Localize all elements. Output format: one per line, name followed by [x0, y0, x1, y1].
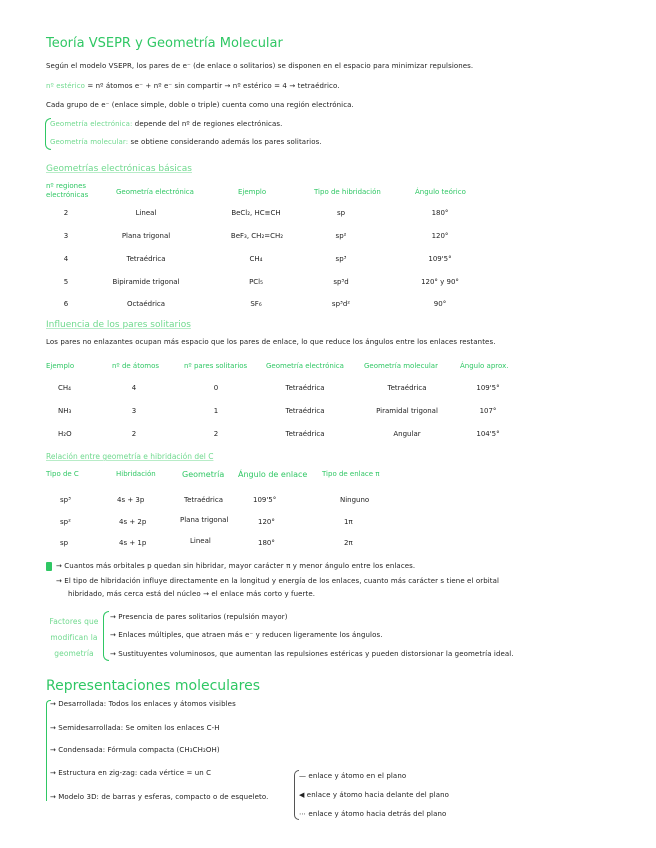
t2-cell: 104'5°: [476, 430, 500, 438]
factors-label-2: modifican la: [50, 633, 98, 642]
t1-cell: sp³d²: [331, 300, 351, 308]
t1-cell: Octaédrica: [126, 300, 166, 308]
t1-cell: PCl₅: [249, 278, 263, 286]
t2-cell: 107°: [479, 407, 497, 415]
steric-label: nº estérico: [46, 82, 86, 90]
t2-cell: Piramidal trigonal: [376, 407, 438, 415]
note-highlight-bar: [46, 562, 52, 571]
factors-label: [44, 614, 104, 662]
legend-toward-viewer: ◀ enlace y átomo hacia delante del plano: [299, 791, 450, 799]
t1-cell: sp: [336, 209, 346, 217]
t1-cell: 109'5°: [428, 255, 452, 263]
t3-cell: Tetraédrica: [184, 496, 224, 504]
rep-zigzag: → Estructura en zig-zag: cada vértice = un C: [50, 769, 212, 777]
rep-semi-developed: → Semidesarrollada: Se omiten los enlaces C-H: [50, 724, 220, 732]
note-1: → Cuantos más orbitales p quedan sin hibridar, mayor carácter π y menor ángulo entre los enlaces.: [56, 562, 416, 570]
t1-cell: sp³: [335, 255, 347, 263]
t3-cell: 2π: [344, 539, 353, 547]
t2-header-mol-geometry: Geometría molecular: [364, 362, 438, 370]
t3-header-pi: Tipo de enlace π: [322, 470, 380, 478]
section-lone-pairs: Influencia de los pares solitarios: [46, 320, 191, 330]
t1-cell: SF₆: [250, 300, 262, 308]
t3-cell: sp²: [60, 518, 71, 526]
t2-cell: Tetraédrica: [387, 384, 427, 392]
t1-cell: Lineal: [135, 209, 157, 217]
t3-cell: 1π: [344, 518, 353, 526]
section-representations: Representaciones moleculares: [46, 678, 260, 694]
steric-line: [46, 82, 340, 90]
region-text: Cada grupo de e⁻ (enlace simple, doble o triple) cuenta como una región electrónica.: [46, 101, 354, 109]
lone-pairs-text: Los pares no enlazantes ocupan más espacio que los pares de enlace, lo que reduce los ángulos entre los enlaces restantes.: [46, 338, 496, 346]
t1-cell: CH₄: [249, 255, 263, 263]
factor-3: → Sustituyentes voluminosos, que aumentan las repulsiones estéricas y pueden distorsionar la geometría ideal.: [110, 650, 514, 658]
t1-cell: BeCl₂, HC≡CH: [231, 209, 281, 217]
t3-header-carbon-type: Tipo de C: [46, 470, 79, 478]
factor-2: → Enlaces múltiples, que atraen más e⁻ y reducen ligeramente los ángulos.: [110, 631, 383, 639]
t3-cell: sp: [60, 539, 69, 547]
t1-cell: 180°: [431, 209, 449, 217]
t2-cell: Angular: [393, 430, 421, 438]
rep-developed: → Desarrollada: Todos los enlaces y átomos visibles: [50, 700, 236, 708]
t3-cell: 4s + 3p: [117, 496, 145, 504]
t1-cell: Tetraédrica: [126, 255, 166, 263]
t2-cell: 4: [131, 384, 137, 392]
t1-cell: 120° y 90°: [421, 278, 459, 286]
t3-cell: 180°: [258, 539, 275, 547]
t2-header-elec-geometry: Geometría electrónica: [266, 362, 344, 370]
t2-cell: H₂O: [58, 430, 72, 438]
t2-cell: Tetraédrica: [285, 430, 325, 438]
t2-header-atoms: nº de átomos: [112, 362, 160, 370]
t1-header-example: Ejemplo: [238, 188, 267, 196]
t3-cell: sp³: [60, 496, 71, 504]
note-2b: hibridado, más cerca está del núcleo → el enlace más corto y fuerte.: [68, 590, 316, 598]
intro-text: Según el modelo VSEPR, los pares de e⁻ (de enlace o solitarios) se disponen en el espacio para minimizar repulsiones.: [46, 62, 474, 70]
t1-cell: 3: [63, 232, 69, 240]
t2-cell: 2: [131, 430, 137, 438]
geom-elec-text: depende del nº de regiones electrónicas.: [134, 120, 283, 128]
t2-header-angle: Ángulo aprox.: [460, 362, 509, 370]
t3-header-angle: Ángulo de enlace: [238, 470, 308, 479]
t3-cell: Plana trigonal: [180, 516, 229, 524]
t1-cell: 2: [63, 209, 69, 217]
t3-cell: Lineal: [190, 537, 211, 545]
t1-header-angle: Ángulo teórico: [415, 188, 466, 196]
t2-cell: 3: [131, 407, 137, 415]
rep-3d-model: → Modelo 3D: de barras y esferas, compacto o de esqueleto.: [50, 793, 269, 801]
t3-header-geometry: Geometría: [182, 470, 225, 479]
t3-cell: 120°: [258, 518, 275, 526]
t1-cell: 120°: [431, 232, 449, 240]
geom-elec-label: Geometría electrónica:: [50, 120, 133, 128]
t2-cell: 109'5°: [476, 384, 500, 392]
t1-cell: 6: [63, 300, 69, 308]
t1-header-hybridization: Tipo de hibridación: [314, 188, 381, 196]
t2-cell: CH₄: [58, 384, 71, 392]
geom-mol-line: [50, 138, 322, 146]
legend-behind-plane: ⋯ enlace y átomo hacia detrás del plano: [299, 810, 447, 818]
t1-cell: 5: [63, 278, 69, 286]
page-title: Teoría VSEPR y Geometría Molecular: [46, 36, 283, 51]
t1-cell: sp²: [335, 232, 347, 240]
t1-cell: 4: [63, 255, 69, 263]
t2-cell: 0: [213, 384, 219, 392]
t1-header-geometry: Geometría electrónica: [116, 188, 194, 196]
geom-elec-line: [50, 120, 282, 128]
t3-header-hybridization: Hibridación: [116, 470, 156, 478]
t3-cell: 4s + 1p: [119, 539, 147, 547]
t3-cell: Ninguno: [340, 496, 370, 504]
t1-cell: sp³d: [333, 278, 349, 286]
t2-cell: 1: [213, 407, 219, 415]
t1-cell: 90°: [433, 300, 447, 308]
t1-cell: Bipiramide trigonal: [112, 278, 180, 286]
t2-cell: Tetraédrica: [285, 407, 325, 415]
legend-in-plane: — enlace y átomo en el plano: [299, 772, 407, 780]
geom-mol-text: se obtiene considerando además los pares solitarios.: [130, 138, 322, 146]
t2-header-lone-pairs: nº pares solitarios: [184, 362, 248, 370]
factors-label-3: geometría: [54, 649, 94, 658]
factors-label-1: Factores que: [49, 617, 99, 626]
t2-cell: NH₃: [58, 407, 72, 415]
t2-header-example: Ejemplo: [46, 362, 75, 370]
note-2a: → El tipo de hibridación influye directamente en la longitud y energía de los enlaces, cuanto más carácter s tiene el orbital: [56, 577, 500, 585]
t2-cell: Tetraédrica: [285, 384, 325, 392]
factor-1: → Presencia de pares solitarios (repulsión mayor): [110, 613, 288, 621]
section-hybridization: Relación entre geometría e hibridación del C: [46, 452, 214, 461]
t1-cell: Plana trigonal: [121, 232, 171, 240]
t1-header-regions: nº regiones electrónicas: [46, 182, 89, 199]
t1-cell: BeF₃, CH₂=CH₂: [230, 232, 284, 240]
t2-cell: 2: [213, 430, 219, 438]
geom-mol-label: Geometría molecular:: [50, 138, 129, 146]
section-electronic-geometries: Geometrías electrónicas básicas: [46, 164, 192, 174]
factors-brace: [103, 611, 109, 661]
steric-formula: = nº átomos e⁻ + nº e⁻ sin compartir → nº estérico = 4 → tetraédrico.: [87, 82, 340, 90]
t3-cell: 109'5°: [253, 496, 277, 504]
rep-condensed: → Condensada: Fórmula compacta (CH₃CH₂OH): [50, 746, 220, 754]
t3-cell: 4s + 2p: [119, 518, 147, 526]
